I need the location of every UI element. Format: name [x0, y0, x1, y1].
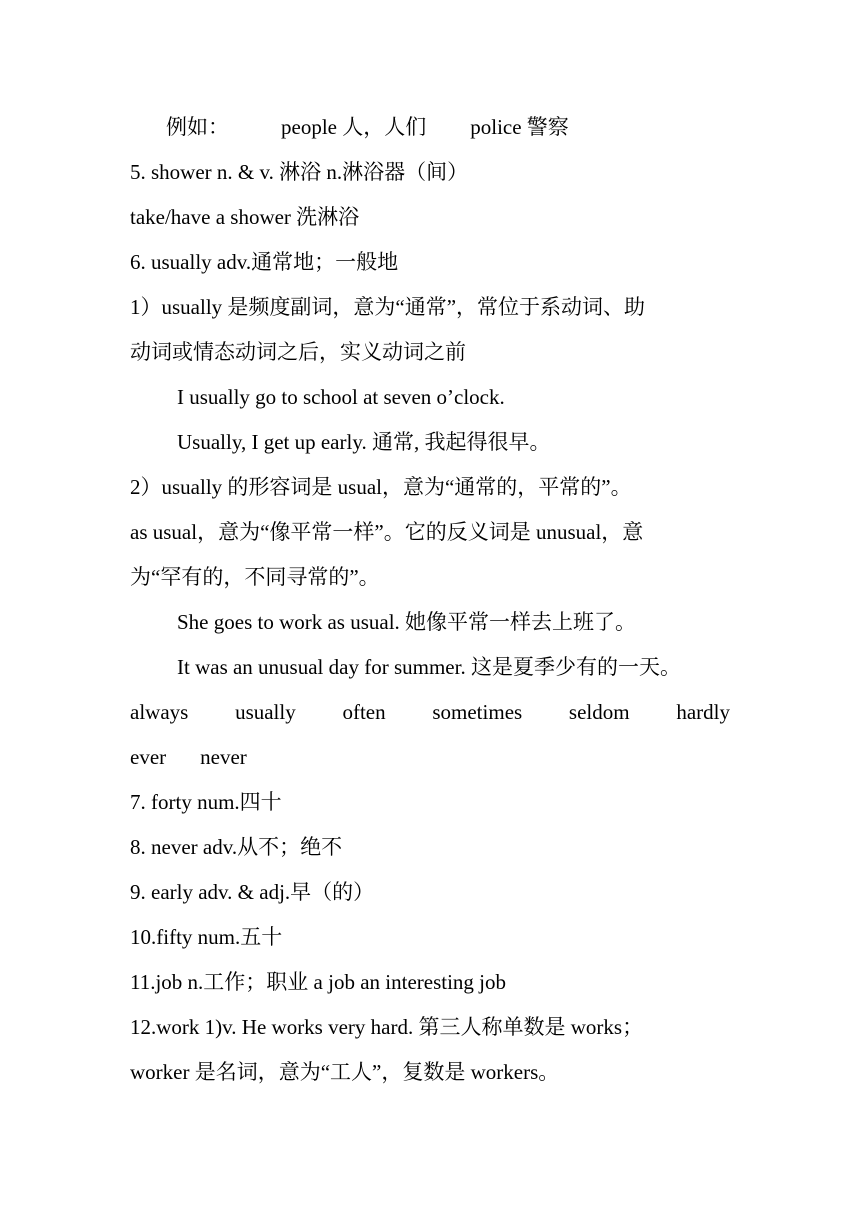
note-text: 1）usually 是频度副词，意为“通常”，常位于系动词、助 [130, 295, 646, 319]
example-police: police 警察 [470, 115, 569, 139]
example-prefix: 例如： [166, 115, 229, 139]
entry-12-work-line-2: worker 是名词，意为“工人”，复数是 workers。 [130, 1060, 560, 1084]
freq-word: sometimes [432, 700, 523, 724]
entry-6-note-2-line-2: as usual，意为“像平常一样”。它的反义词是 unusual，意 [130, 520, 644, 544]
entry-6-note-1-line-1 [130, 293, 730, 321]
entry-6-note-2-line-1: 2）usually 的形容词是 usual，意为“通常的，平常的”。 [130, 475, 632, 499]
entry-12-work-line-1: 12.work 1)v. He works very hard. 第三人称单数是 works； [130, 1015, 644, 1039]
freq-word: never [200, 745, 247, 769]
entry-10-fifty: 10.fifty num.五十 [130, 925, 283, 949]
frequency-words-line-2 [130, 743, 247, 771]
entry-8-never: 8. never adv.从不；绝不 [130, 835, 343, 859]
entry-6-usually: 6. usually adv.通常地；一般地 [130, 250, 399, 274]
freq-word: always [130, 700, 189, 724]
entry-6-example-1: I usually go to school at seven o’clock. [177, 385, 505, 409]
freq-word: often [342, 700, 386, 724]
frequency-words-line-1 [130, 698, 730, 726]
entry-7-forty: 7. forty num.四十 [130, 790, 282, 814]
entry-6-example-4: It was an unusual day for summer. 这是夏季少有的一天。 [177, 655, 681, 679]
entry-6-note-1-line-2: 动词或情态动词之后，实义动词之前 [130, 340, 466, 364]
freq-word: seldom [568, 700, 630, 724]
freq-word: hardly [676, 700, 730, 724]
entry-6-note-2-line-3: 为“罕有的，不同寻常的”。 [130, 565, 380, 589]
entry-5-shower: 5. shower n. & v. 淋浴 n.淋浴器（间） [130, 160, 469, 184]
entry-11-job: 11.job n.工作；职业 a job an interesting job [130, 970, 507, 994]
entry-6-example-2: Usually, I get up early. 通常, 我起得很早。 [177, 430, 551, 454]
example-people: people 人，人们 [281, 115, 427, 139]
example-line [166, 113, 569, 141]
entry-9-early: 9. early adv. & adj.早（的） [130, 880, 375, 904]
entry-6-example-3: She goes to work as usual. 她像平常一样去上班了。 [177, 610, 637, 634]
freq-word: usually [235, 700, 296, 724]
freq-word: ever [130, 745, 167, 769]
entry-5-phrase: take/have a shower 洗淋浴 [130, 205, 360, 229]
